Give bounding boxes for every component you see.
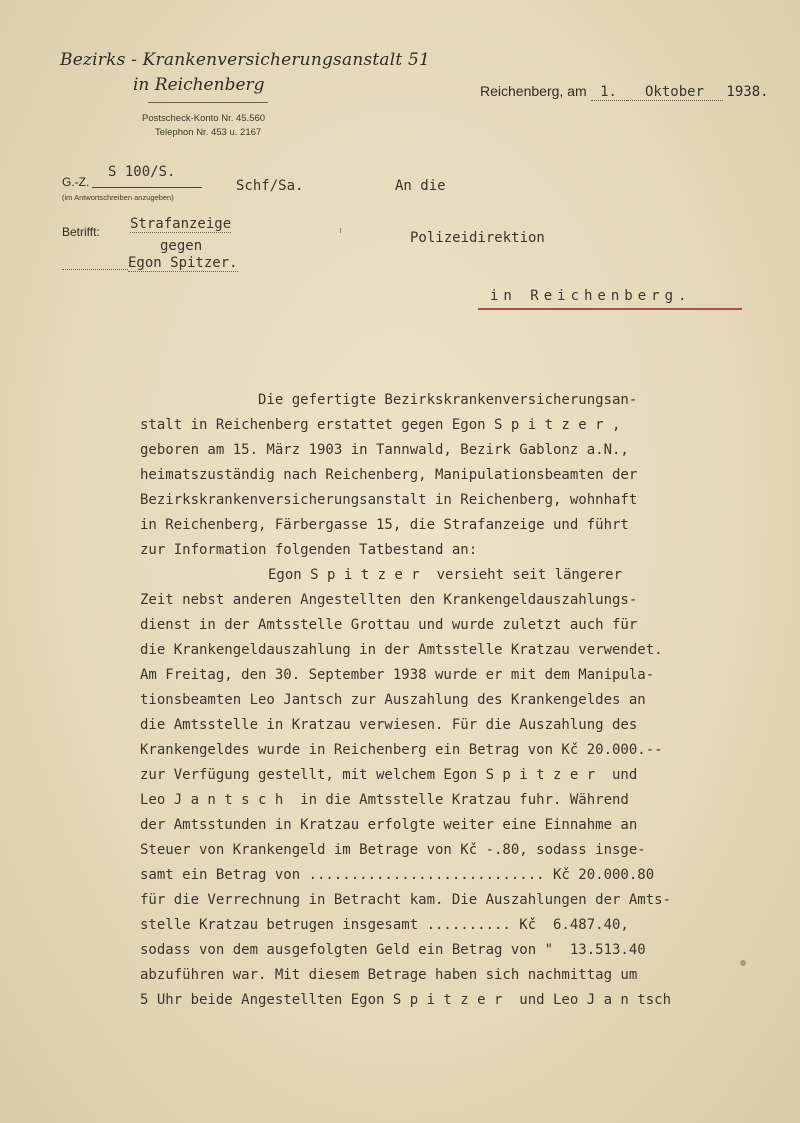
subject-line1: Strafanzeige bbox=[130, 216, 232, 232]
recipient-red-underline bbox=[478, 308, 742, 310]
reference-number: S 100/S. bbox=[108, 164, 176, 180]
body-line: stelle Kratzau betrugen insgesamt .......... Kč 6.487.40, bbox=[140, 917, 629, 933]
body-line: abzuführen war. Mit diesem Betrage haben sich nachmittag um bbox=[140, 967, 638, 983]
body-line: Steuer von Krankengeld im Betrage von Kč -.80, sodass insge- bbox=[140, 842, 646, 858]
body-line: in Reichenberg, Färbergasse 15, die Strafanzeige und führt bbox=[140, 517, 629, 533]
letterhead-divider bbox=[148, 102, 268, 103]
date-day: 1. bbox=[591, 84, 627, 101]
body-line: Leo J a n t s c h in die Amtsstelle Kratzau fuhr. Während bbox=[140, 792, 629, 808]
body-line: Bezirkskrankenversicherungsanstalt in Reichenberg, wohnhaft bbox=[140, 492, 638, 508]
body-line: geboren am 15. März 1903 in Tannwald, Bezirk Gablonz a.N., bbox=[140, 442, 629, 458]
body-line: die Krankengeldauszahlung in der Amtsstelle Kratzau verwendet. bbox=[140, 642, 663, 658]
body-line: die Amtsstelle in Kratzau verwiesen. Für die Auszahlung des bbox=[140, 717, 638, 733]
body-line: sodass von dem ausgefolgten Geld ein Betrag von " 13.513.40 bbox=[140, 942, 646, 958]
body-line: zur Verfügung gestellt, mit welchem Egon S p i t z e r und bbox=[140, 767, 638, 783]
body-line: tionsbeamten Leo Jantsch zur Auszahlung des Krankengeldes an bbox=[140, 692, 646, 708]
ink-blot bbox=[740, 960, 746, 966]
subject-line3: Egon Spitzer. bbox=[128, 255, 238, 271]
body-line: samt ein Betrag von ............................ Kč 20.000.80 bbox=[140, 867, 655, 883]
subject-dotted-leader bbox=[62, 262, 128, 270]
place-date bbox=[480, 83, 769, 101]
org-name-line1: Bezirks - Krankenversicherungsanstalt 51 bbox=[60, 50, 431, 70]
reference-underline bbox=[92, 187, 202, 188]
date-month: Oktober bbox=[627, 84, 723, 101]
reference-note: (im Antwortschreiben anzugeben) bbox=[62, 193, 174, 202]
telephone-number: Telephon Nr. 453 u. 2167 bbox=[155, 127, 262, 138]
recipient-name: Polizeidirektion bbox=[410, 230, 545, 246]
body-line: Egon S p i t z e r versieht seit längerer bbox=[268, 567, 623, 583]
body-line: dienst in der Amtsstelle Grottau und wurde zuletzt auch für bbox=[140, 617, 638, 633]
body-line: stalt in Reichenberg erstattet gegen Egon S p i t z e r , bbox=[140, 417, 621, 433]
fold-mark bbox=[340, 228, 341, 233]
body-line: Die gefertigte Bezirkskrankenversicherungsan- bbox=[258, 392, 638, 408]
body-line: Krankengeldes wurde in Reichenberg ein Betrag von Kč 20.000.-- bbox=[140, 742, 663, 758]
recipient-city: in Reichenberg. bbox=[490, 288, 692, 304]
body-line: Am Freitag, den 30. September 1938 wurde er mit dem Manipula- bbox=[140, 667, 655, 683]
body-line: Zeit nebst anderen Angestellten den Krankengeldauszahlungs- bbox=[140, 592, 638, 608]
body-line: der Amtsstunden in Kratzau erfolgte weiter eine Einnahme an bbox=[140, 817, 638, 833]
date-prefix: Reichenberg, am bbox=[480, 83, 587, 99]
date-year: 1938. bbox=[726, 84, 769, 100]
org-name-line2: in Reichenberg bbox=[133, 75, 265, 95]
body-line: für die Verrechnung in Betracht kam. Die Auszahlungen der Amts- bbox=[140, 892, 672, 908]
postscheck-account: Postscheck-Konto Nr. 45.560 bbox=[142, 113, 266, 124]
subject-label: Betrifft: bbox=[62, 225, 100, 239]
body-line: zur Information folgenden Tatbestand an: bbox=[140, 542, 478, 558]
body-line: 5 Uhr beide Angestellten Egon S p i t z e r und Leo J a n tsch bbox=[140, 992, 672, 1008]
body-line: heimatszuständig nach Reichenberg, Manipulationsbeamten der bbox=[140, 467, 638, 483]
sender-initials: Schf/Sa. bbox=[236, 178, 304, 194]
recipient-salutation: An die bbox=[395, 178, 446, 194]
reference-label: G.-Z. bbox=[62, 175, 90, 189]
subject-line2: gegen bbox=[160, 238, 203, 254]
letter-body bbox=[140, 388, 671, 1013]
